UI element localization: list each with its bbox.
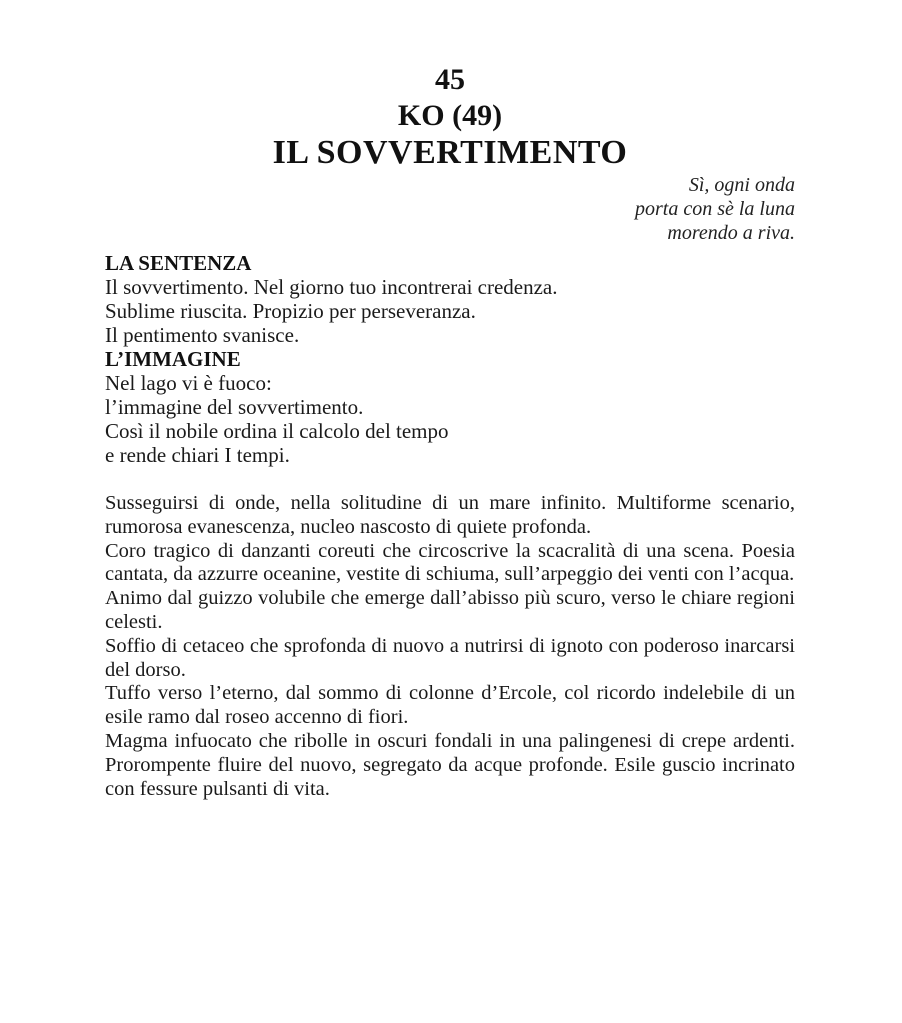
section-sentenza — [105, 251, 795, 347]
hexagram-name: KO (49) — [397, 99, 503, 132]
section-sentenza-heading: LA SENTENZA — [105, 251, 252, 275]
commentary-paragraph: Animo dal guizzo volubile che emerge dall’abisso più scuro, verso le chiare regioni celesti. — [105, 587, 795, 633]
immagine-line: Così il nobile ordina il calcolo del tempo — [105, 419, 449, 443]
commentary-paragraph: Soffio di cetaceo che sprofonda di nuovo a nutrirsi di ignoto con poderoso inarcarsi del dorso. — [105, 634, 795, 681]
sentenza-line: Sublime riuscita. Propizio per perseveranza. — [105, 299, 476, 323]
commentary-paragraph: Magma infuocato che ribolle in oscuri fondali in una palingenesi di crepe ardenti. Prorompente fluire del nuovo, segregato da acque profonde. Esile guscio incrinato con fessure pulsanti di vita. — [105, 729, 795, 800]
commentary-paragraph: Coro tragico di danzanti coreuti che circoscrive la scacralità di una scena. Poesia cantata, da azzurre oceanine, vestite di schiuma, sull’arpeggio dei venti con l’acqua. — [105, 539, 795, 586]
epigraph-line: Sì, ogni onda — [688, 174, 795, 196]
epigraph-line: porta con sè la luna — [635, 198, 795, 220]
section-immagine — [105, 347, 795, 467]
page-title: IL SOVVERTIMENTO — [272, 134, 628, 171]
section-immagine-heading: L’IMMAGINE — [105, 347, 241, 371]
commentary-paragraph: Tuffo verso l’eterno, dal sommo di colonne d’Ercole, col ricordo indelebile di un esile ramo dal roseo accenno di fiori. — [105, 682, 795, 729]
immagine-line: l’immagine del sovvertimento. — [105, 395, 364, 419]
commentary — [105, 492, 795, 801]
immagine-line: e rende chiari I tempi. — [105, 443, 290, 467]
title-block — [105, 62, 795, 171]
chapter-number: 45 — [435, 63, 465, 96]
commentary-paragraph: Susseguirsi di onde, nella solitudine di un mare infinito. Multiforme scenario, rumorosa evanescenza, nucleo nascosto di quiete profonda. — [105, 492, 795, 538]
page-content — [105, 62, 795, 801]
epigraph-line: morendo a riva. — [667, 222, 795, 244]
epigraph — [105, 173, 795, 245]
oracle-sections — [105, 251, 795, 467]
sentenza-line: Il pentimento svanisce. — [105, 323, 300, 347]
sentenza-line: Il sovvertimento. Nel giorno tuo incontrerai credenza. — [105, 275, 558, 299]
immagine-line: Nel lago vi è fuoco: — [105, 371, 272, 395]
